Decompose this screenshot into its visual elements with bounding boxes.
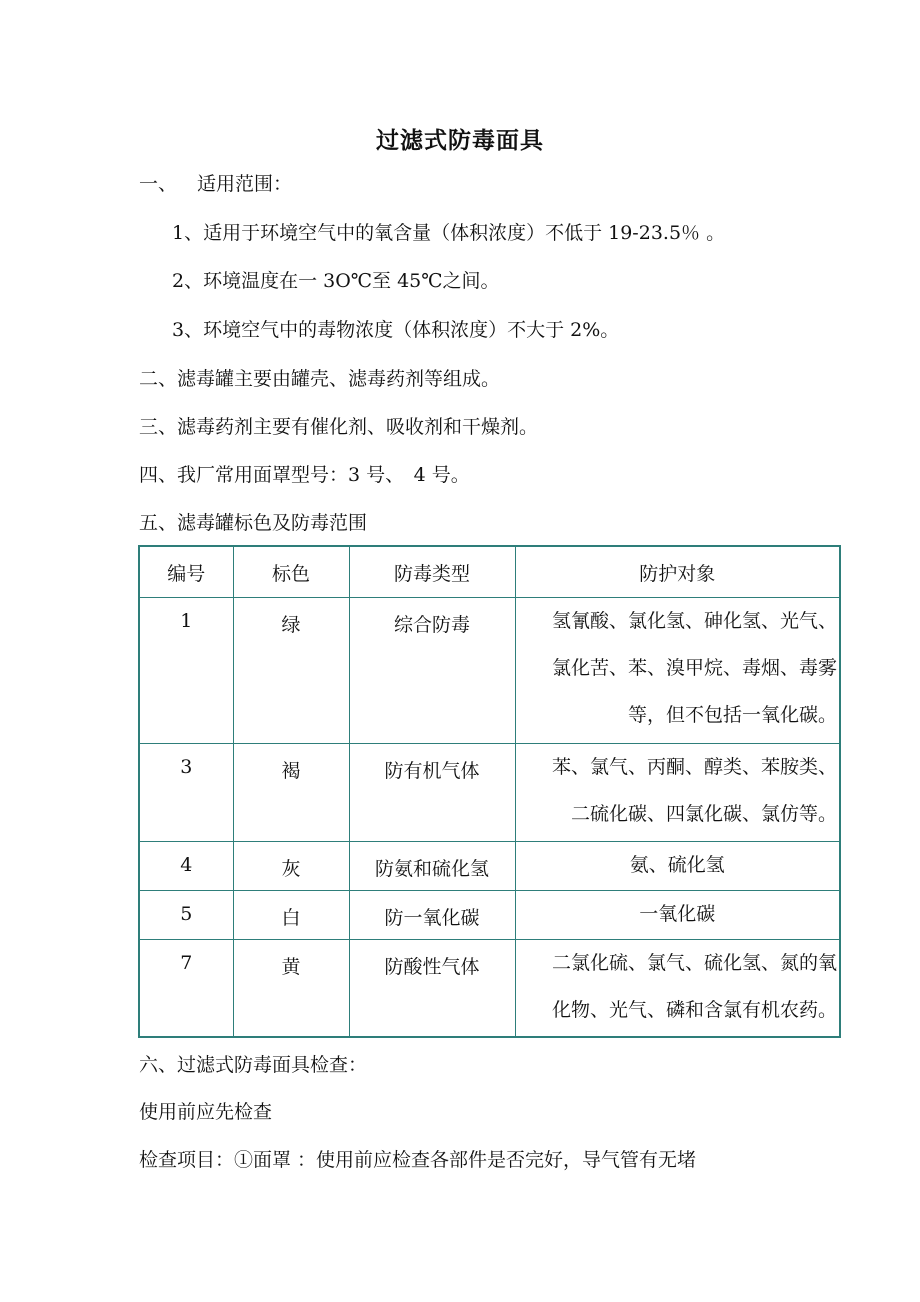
header-color: 标色 [233, 546, 349, 598]
section-1-label: 适用范围： [197, 173, 293, 195]
cell-targets [515, 842, 840, 891]
header-number: 编号 [139, 546, 233, 598]
table-row [139, 842, 840, 891]
cell-number: 4 [139, 842, 233, 891]
scope-item-3: 3、环境空气中的毒物浓度（体积浓度）不大于 2%。 [172, 319, 620, 341]
table-row [139, 598, 840, 744]
page-title: 过滤式防毒面具 [376, 127, 544, 154]
cell-color: 黄 [233, 940, 349, 1037]
canister-color-table [138, 545, 841, 1038]
check-items: 检查项目：①面罩 ：使用前应检查各部件是否完好，导气管有无堵 [139, 1149, 697, 1171]
cell-type: 防一氧化碳 [349, 891, 515, 940]
section-6: 六、过滤式防毒面具检查： [139, 1054, 368, 1076]
check-before-use: 使用前应先检查 [139, 1101, 273, 1123]
cell-targets [515, 598, 840, 744]
cell-targets [515, 744, 840, 842]
cell-number: 7 [139, 940, 233, 1037]
table-row [139, 940, 840, 1037]
cell-number: 5 [139, 891, 233, 940]
section-4: 四、我厂常用面罩型号：3 号、 4 号。 [139, 464, 470, 486]
header-targets: 防护对象 [515, 546, 840, 598]
section-5: 五、滤毒罐标色及防毒范围 [139, 512, 368, 534]
cell-type: 防酸性气体 [349, 940, 515, 1037]
table-row [139, 744, 840, 842]
cell-number: 1 [139, 598, 233, 744]
target-line: 氢氰酸、氯化氢、砷化氢、光气、 [551, 610, 837, 632]
scope-item-2: 2、环境温度在一 3O℃至 45℃之间。 [172, 270, 500, 292]
section-2: 二、滤毒罐主要由罐壳、滤毒药剂等组成。 [139, 368, 501, 390]
cell-color: 绿 [233, 598, 349, 744]
section-1-heading [139, 172, 292, 196]
target-line: 等，但不包括一氧化碳。 [627, 704, 837, 726]
cell-type: 综合防毒 [349, 598, 515, 744]
target-line: 二硫化碳、四氯化碳、氯仿等。 [570, 803, 837, 825]
target-line: 化物、光气、磷和含氯有机农药。 [551, 999, 837, 1021]
table-row [139, 891, 840, 940]
cell-type: 防氨和硫化氢 [349, 842, 515, 891]
target-line: 氨、硫化氢 [629, 854, 725, 876]
cell-targets [515, 940, 840, 1037]
cell-number: 3 [139, 744, 233, 842]
target-line: 二氯化硫、氯气、硫化氢、氮的氧 [551, 952, 837, 974]
table-header-row [139, 546, 840, 598]
cell-color: 褐 [233, 744, 349, 842]
cell-color: 白 [233, 891, 349, 940]
cell-targets [515, 891, 840, 940]
section-1-number: 一、 [139, 173, 178, 195]
target-line: 氯化苦、苯、溴甲烷、毒烟、毒雾 [551, 657, 837, 679]
scope-item-1: 1、适用于环境空气中的氧含量（体积浓度）不低于 19-23.5％ 。 [172, 222, 726, 244]
cell-type: 防有机气体 [349, 744, 515, 842]
target-line: 苯、氯气、丙酮、醇类、苯胺类、 [551, 756, 837, 778]
section-3: 三、滤毒药剂主要有催化剂、吸收剂和干燥剂。 [139, 416, 539, 438]
header-type: 防毒类型 [349, 546, 515, 598]
cell-color: 灰 [233, 842, 349, 891]
target-line: 一氧化碳 [639, 903, 716, 925]
